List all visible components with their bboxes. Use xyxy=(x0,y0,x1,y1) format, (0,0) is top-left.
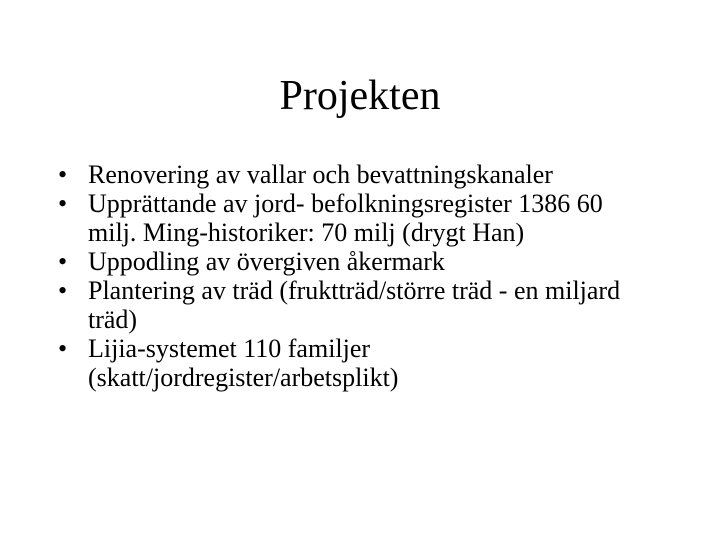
bullet-item xyxy=(58,334,678,392)
bullet-item xyxy=(58,247,678,276)
bullet-line: milj. Ming-historiker: 70 milj (drygt Han) xyxy=(88,218,525,247)
bullet-icon: • xyxy=(58,334,68,363)
bullet-text xyxy=(88,247,678,276)
bullet-line: Renovering av vallar och bevattningskanaler xyxy=(88,160,553,189)
bullet-text xyxy=(88,276,678,334)
slide-title: Projekten xyxy=(279,73,441,119)
bullet-text xyxy=(88,189,678,247)
bullet-line: (skatt/jordregister/arbetsplikt) xyxy=(88,363,399,392)
bullet-text xyxy=(88,160,678,189)
bullet-icon: • xyxy=(58,160,68,189)
bullet-item xyxy=(58,276,678,334)
bullet-line: träd) xyxy=(88,305,138,334)
bullet-line: Uppodling av övergiven åkermark xyxy=(88,247,445,276)
bullet-item xyxy=(58,160,678,189)
bullet-icon: • xyxy=(58,189,68,218)
bullet-list xyxy=(58,160,678,392)
bullet-icon: • xyxy=(58,247,68,276)
bullet-line: Upprättande av jord- befolkningsregister 1386 60 xyxy=(88,189,603,218)
bullet-item xyxy=(58,189,678,247)
bullet-line: Plantering av träd (fruktträd/större träd - en miljard xyxy=(88,276,621,305)
bullet-icon: • xyxy=(58,276,68,305)
bullet-text xyxy=(88,334,678,392)
bullet-line: Lijia-systemet 110 familjer xyxy=(88,334,371,363)
